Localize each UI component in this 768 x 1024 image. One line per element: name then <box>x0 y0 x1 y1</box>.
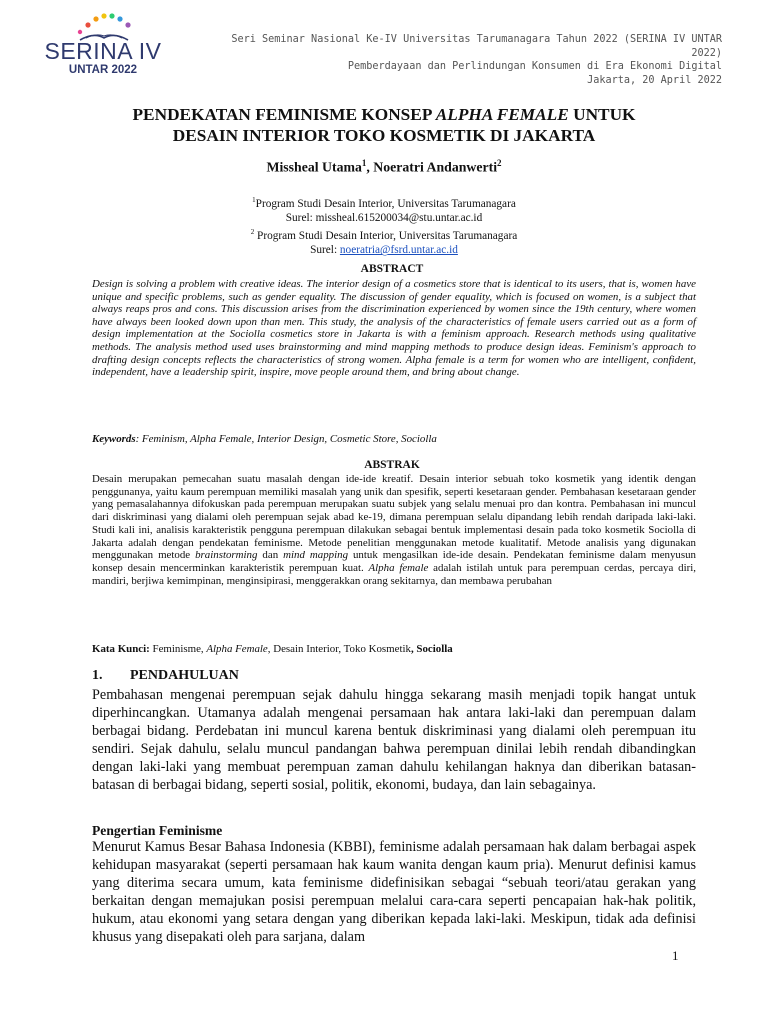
affil-1-email <box>60 211 708 225</box>
authors <box>60 158 708 176</box>
email-2-link[interactable]: noeratria@fsrd.untar.ac.id <box>339 244 458 257</box>
author-1-sup: 1 <box>361 158 367 168</box>
affiliations <box>60 193 708 258</box>
section-1-heading <box>92 668 239 684</box>
abstrak-italic: Alpha female <box>368 561 429 574</box>
abstract-id-text <box>92 473 696 587</box>
kw-part: Feminisme, <box>152 643 207 655</box>
title-part: PENDEKATAN FEMINISME KONSEP <box>132 105 436 124</box>
conference-logo <box>38 12 168 80</box>
affil-2-sup: 2 <box>250 228 255 237</box>
logo-name: SERINA IV <box>44 38 162 64</box>
section-title: PENDAHULUAN <box>130 668 239 683</box>
subsection-heading: Pengertian Feminisme <box>92 823 223 838</box>
author-sep: , <box>366 159 374 175</box>
abstrak-heading: ABSTRAK <box>364 459 420 471</box>
kw-bold: , Sociolla <box>410 643 453 655</box>
abstrak-part: adalah istilah untuk para perempuan cerdas, percaya diri, mandiri, berjiwa kemimpinan, menginsipirasi, menggerakkan orang sekitarnya, dan membawa perubahan <box>92 561 696 587</box>
header-line-1: Seri Seminar Nasional Ke-IV Universitas Tarumanagara Tahun 2022 (SERINA IV UNTAR 2022) <box>231 34 722 59</box>
abstrak-italic: mind mapping <box>283 549 349 562</box>
affil-2-email <box>60 243 708 257</box>
section-number: 1. <box>92 668 103 683</box>
running-header <box>202 33 722 87</box>
abstrak-part: Desain merupakan pemecahan suatu masalah dengan ide-ide kreatif. Desain interior sebuah toko kosmetik yang identik dengan penggunanya, yaitu kaum perempuan memiliki masalah yang unik dan spesifik, seperti kesetaraan gender. Pembahasan kesetaraan gender yang pemasalahannya difokuskan pada perempuan merupakan suatu subjek yang selalu menuai pro dan kontra. Pembahasan ini muncul dari diskriminasi yang dialami oleh perempuan sejak abad ke-19, dimana perempuan selalu dipandang lebih rendah daripada laki-laki. Studi kali ini, analisis karakteristik pengguna perempuan dilakukan sebagai bentuk implementasi desain pada toko kosmetik Sociolla di Jakarta adalah dengan pendekatan feminisme. Metode penelitian menggunakan metode kualitatif. Metode analisis yang digunakan menggunakan metode <box>92 473 696 562</box>
page-number: 1 <box>672 948 679 963</box>
affil-1-sup: 1 <box>252 196 256 204</box>
abstrak-part: untuk mengasilkan ide-ide desain. Pendekatan feminisme dalam menyusun konsep desain mencerminkan karakteristik perempuan kuat. <box>92 549 697 574</box>
keywords-list: : Feminism, Alpha Female, Interior Design, Cosmetic Store, Sociolla <box>135 433 437 445</box>
section-1-body: Pembahasan mengenai perempuan sejak dahulu hingga sekarang masih menjadi topik hangat untuk diperhincangkan. Utamanya adalah mengenai persamaan hak antara laki-laki dan perempuan dalam berbagai bidang. Perdebatan ini muncul karena bentuk diskriminasi yang dialami oleh perempuan itu sendiri. Sejak dahulu, selalu muncul pandangan bahwa perempuan dinilai lebih rendah dibandingkan dengan laki-laki yang membuat perempuan zaman dahulu kehilangan haknya dan diberikan batasan-batasan di berbagai bidang, seperti sosial, politik, ekonomi, budaya, dan lain sebagainya. <box>92 687 696 794</box>
kw-italic: Alpha Female <box>206 643 268 655</box>
title-part: UNTUK <box>568 105 636 124</box>
header-line-3: Jakarta, 20 April 2022 <box>587 74 722 86</box>
abstrak-part: dan <box>257 549 284 562</box>
affil-1-program: Program Studi Desain Interior, Universitas Tarumanagara <box>255 197 516 210</box>
author-2: Noeratri Andanwerti <box>373 159 498 175</box>
author-1: Missheal Utama <box>266 159 362 175</box>
abstrak-italic: brainstorming <box>195 549 258 562</box>
email-label: Surel: <box>285 212 316 225</box>
email-label: Surel: <box>310 244 340 257</box>
keywords-en <box>92 433 696 445</box>
keywords-label: Keywords <box>92 433 136 445</box>
affil-2 <box>60 225 708 243</box>
affil-1 <box>60 193 708 211</box>
keywords-id <box>92 643 696 655</box>
abstract-en-text: Design is solving a problem with creative ideas. The interior design of a cosmetics store that is identical to its users, that is, women have unique and specific problems, such as gender equality. The discussion of gender equality, which is focused on women, is a subject that always reaps pros and cons. This discussion arises from the discrimination experienced by women since the 19th century, where women have always been looked down upon than men. This study, the analysis of the characteristics of female users carried out as a form of design implementation at the Sociolla cosmetics store in Jakarta is with a feminism approach. Research methods using qualitative methods. The analysis method used uses brainstorming and mind mapping methods to produce design ideas. Feminism's approach to drafting design concepts reflects the characteristics of strong women. Alpha female is a term for women who are intelligent, confident, independent, have a leadership spirit, inspire, move people around them, and bring about change. <box>92 278 696 379</box>
logo-sub: UNTAR 2022 <box>68 64 138 76</box>
kata-kunci-label: Kata Kunci: <box>92 643 153 655</box>
kw-part: , Desain Interior, Toko Kosmetik <box>267 643 411 655</box>
header-line-2: Pemberdayaan dan Perlindungan Konsumen di Era Ekonomi Digital <box>347 61 722 72</box>
affil-2-program: Program Studi Desain Interior, Universitas Tarumanagara <box>254 230 518 243</box>
email-1: missheal.615200034@stu.untar.ac.id <box>315 212 483 225</box>
title-line-1 <box>60 104 708 125</box>
title-italic: ALPHA FEMALE <box>435 105 569 124</box>
abstract-heading: ABSTRACT <box>360 263 424 275</box>
title-line-2: DESAIN INTERIOR TOKO KOSMETIK DI JAKARTA <box>172 126 596 145</box>
paper-title <box>60 104 708 146</box>
subsection-body: Menurut Kamus Besar Bahasa Indonesia (KBBI), feminisme adalah persamaan hak dalam berbagai aspek kehidupan masyarakat (seperti persamaan hak kaum wanita dengan kaum pria). Menurut definisi kamus yang diterima secara umum, kata feminisme didefinisikan sebagai “sebuah teori/atau gerakan yang berkaitan dengan memajukan posisi perempuan melalui cara-cara seperti pencapaian hak-hak politik, hukum, atau ekonomi yang setara dengan yang diberikan kepada laki-laki. Meskipun, tidak ada definisi khusus yang disepakati oleh para sarjana, dalam <box>92 839 696 946</box>
author-2-sup: 2 <box>497 158 502 168</box>
